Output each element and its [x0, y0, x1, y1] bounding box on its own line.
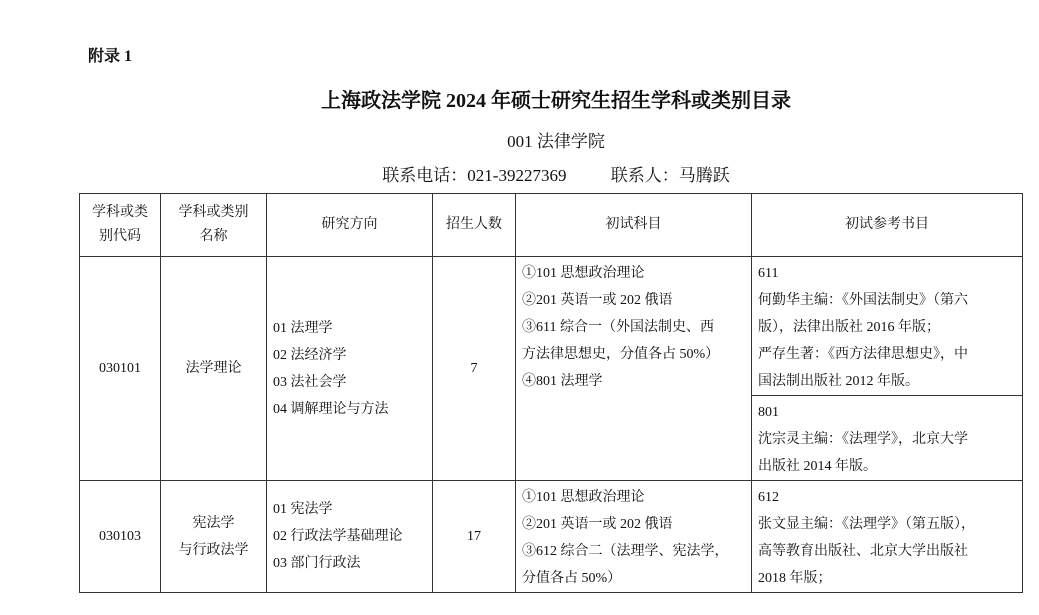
contact-line — [0, 161, 1039, 186]
directions: 01 法理学 02 法经济学 03 法社会学 04 调解理论与方法 — [267, 257, 433, 481]
reference-books-612: 612 张文显主编：《法理学》（第五版）， 高等教育出版社、北京大学出版社 2018 年版； — [752, 481, 1023, 593]
header-books: 初试参考书目 — [752, 194, 1023, 257]
table-row — [80, 257, 1023, 396]
table-header-row — [80, 194, 1023, 257]
header-name: 学科或类别 名称 — [161, 194, 267, 257]
reference-books-801: 801 沈宗灵主编：《法理学》，北京大学 出版社 2014 年版。 — [752, 396, 1023, 481]
subject-name: 法学理论 — [161, 257, 267, 481]
school-heading: 001 法律学院 — [507, 132, 605, 151]
enrollment-count: 7 — [433, 257, 516, 481]
header-code: 学科或类 别代码 — [80, 194, 161, 257]
reference-books-611: 611 何勤华主编：《外国法制史》（第六 版），法律出版社 2016 年版； 严存生著：《西方法律思想史》，中 国法制出版社 2012 年版。 — [752, 257, 1023, 396]
subject-name: 宪法学 与行政法学 — [161, 481, 267, 593]
exam-subjects: ①101 思想政治理论 ②201 英语一或 202 俄语 ③612 综合二（法理学、宪法学， 分值各占 50%） — [516, 481, 752, 593]
subject-code: 030101 — [80, 257, 161, 481]
header-count: 招生人数 — [433, 194, 516, 257]
header-direction: 研究方向 — [267, 194, 433, 257]
page-title: 上海政法学院 2024 年硕士研究生招生学科或类别目录 — [321, 90, 791, 112]
table-row — [80, 481, 1023, 593]
appendix-label: 附录 1 — [88, 48, 133, 65]
enrollment-count: 17 — [433, 481, 516, 593]
header-exams: 初试科目 — [516, 194, 752, 257]
catalog-table — [79, 193, 1023, 593]
exam-subjects: ①101 思想政治理论 ②201 英语一或 202 俄语 ③611 综合一（外国法制史、西 方法律思想史，分值各占 50%） ④801 法理学 — [516, 257, 752, 481]
subject-code: 030103 — [80, 481, 161, 593]
contact-phone: 联系电话：021-39227369 — [382, 166, 567, 185]
contact-person: 联系人：马腾跃 — [610, 166, 730, 185]
directions: 01 宪法学 02 行政法学基础理论 03 部门行政法 — [267, 481, 433, 593]
